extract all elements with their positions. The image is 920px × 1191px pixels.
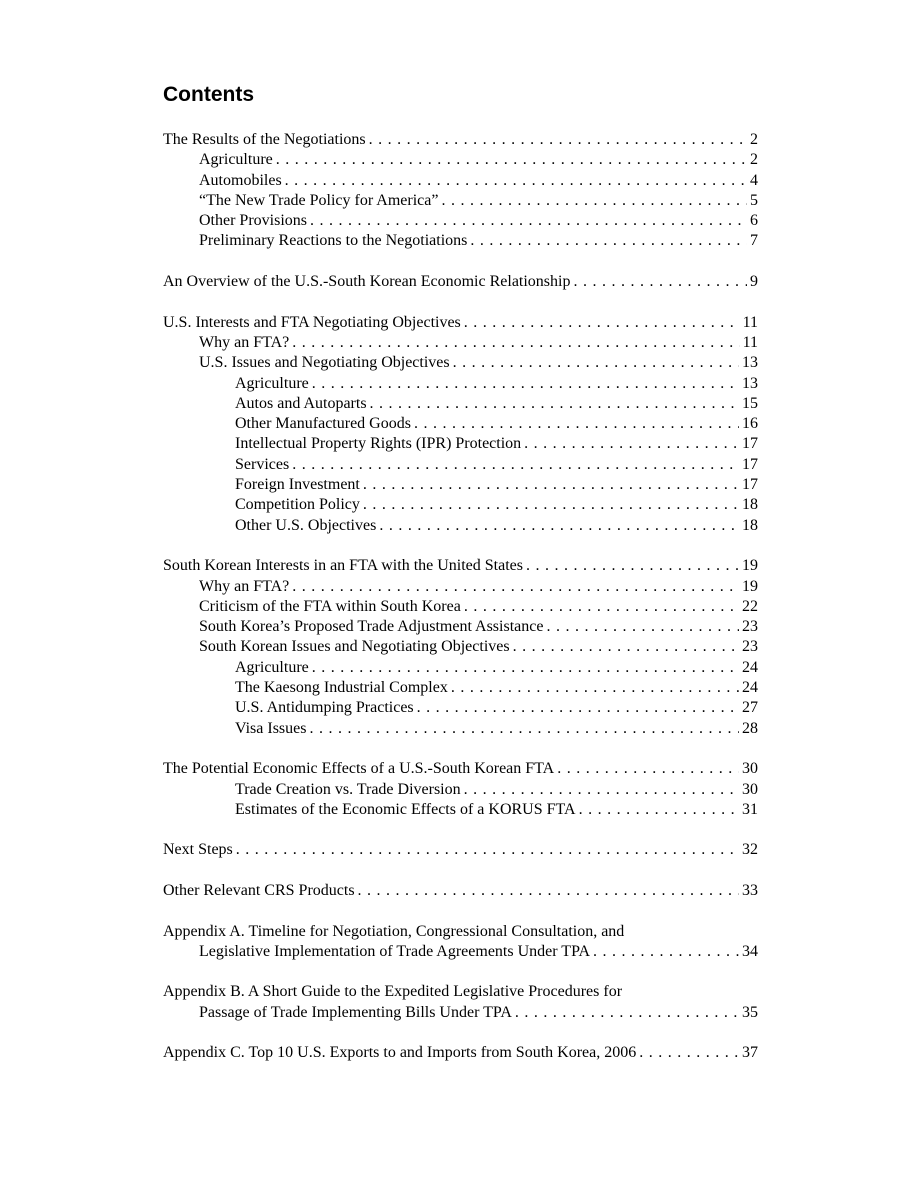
appendix-list [163, 922, 758, 1023]
appendix-entry-title-cont: Legislative Implementation of Trade Agreements Under TPA [199, 942, 591, 960]
toc-entry-title: Other Manufactured Goods [235, 415, 411, 433]
toc-entry[interactable] [163, 759, 758, 779]
table-of-contents [163, 130, 758, 901]
dot-leader [453, 353, 739, 373]
toc-entry-title: Appendix C. Top 10 U.S. Exports to and Imports from South Korea, 2006 [163, 1044, 637, 1062]
dot-leader [470, 231, 747, 251]
dot-leader [379, 516, 739, 536]
dot-leader [414, 414, 739, 434]
appendix-entry-continuation [163, 942, 758, 962]
toc-entry[interactable] [163, 840, 758, 860]
toc-entry-page: 28 [742, 719, 758, 737]
toc-entry[interactable] [163, 150, 758, 170]
toc-entry-title: Autos and Autoparts [235, 394, 367, 412]
dot-leader [312, 658, 739, 678]
dot-leader [369, 130, 747, 150]
toc-entry[interactable] [163, 556, 758, 576]
dot-leader [464, 313, 740, 333]
toc-entry[interactable] [163, 495, 758, 515]
contents-page [163, 82, 758, 1064]
toc-entry[interactable] [163, 333, 758, 353]
toc-entry-page: 11 [742, 313, 758, 331]
toc-entry[interactable] [163, 130, 758, 150]
toc-entry-title: Services [235, 455, 290, 473]
toc-entry-title: U.S. Antidumping Practices [235, 699, 414, 717]
dot-leader [579, 800, 739, 820]
toc-entry-page: 16 [742, 415, 758, 433]
dot-leader [292, 455, 739, 475]
toc-entry-page: 9 [750, 273, 758, 291]
toc-entry-page: 5 [750, 191, 758, 209]
toc-entry[interactable] [163, 414, 758, 434]
dot-leader [358, 881, 739, 901]
toc-entry-title: Other Relevant CRS Products [163, 881, 355, 899]
dot-leader [526, 556, 739, 576]
toc-entry-title: South Korean Issues and Negotiating Objectives [199, 638, 510, 656]
toc-entry[interactable] [163, 211, 758, 231]
toc-entry[interactable] [163, 475, 758, 495]
toc-entry-page: 18 [742, 516, 758, 534]
toc-entry-page: 22 [742, 597, 758, 615]
toc-entry-page: 7 [750, 232, 758, 250]
dot-leader [573, 272, 747, 292]
toc-entry[interactable] [163, 637, 758, 657]
toc-entry-title: The Results of the Negotiations [163, 131, 366, 148]
toc-entry-title: Other Provisions [199, 212, 307, 230]
toc-entry-page: 13 [742, 354, 758, 372]
toc-entry-title: Trade Creation vs. Trade Diversion [235, 780, 461, 798]
toc-entry-page: 23 [742, 638, 758, 656]
toc-entry[interactable] [163, 353, 758, 373]
toc-entry[interactable] [163, 617, 758, 637]
dot-leader [515, 1003, 739, 1023]
dot-leader [312, 374, 739, 394]
appendix-entry-title-cont: Passage of Trade Implementing Bills Under TPA [199, 1003, 512, 1021]
toc-entry-title: “The New Trade Policy for America” [199, 191, 439, 209]
toc-entry-title: Why an FTA? [199, 577, 290, 595]
dot-leader [464, 780, 739, 800]
toc-entry[interactable] [163, 313, 758, 333]
appendix-entry-title: Appendix B. A Short Guide to the Expedited Legislative Procedures for [163, 983, 623, 1001]
toc-entry-title: Competition Policy [235, 496, 360, 514]
appendix-entry-continuation [163, 1003, 758, 1023]
toc-entry-page: 18 [742, 496, 758, 514]
toc-entry-page: 6 [750, 212, 758, 230]
toc-entry-page: 17 [742, 435, 758, 453]
toc-entry-page: 27 [742, 699, 758, 717]
toc-entry-title: Visa Issues [235, 719, 307, 737]
dot-leader [276, 150, 747, 170]
dot-leader [292, 333, 739, 353]
toc-entry[interactable] [163, 698, 758, 718]
toc-entry-page: 33 [742, 881, 758, 899]
dot-leader [417, 698, 739, 718]
toc-entry[interactable] [163, 577, 758, 597]
toc-entry-page: 35 [742, 1003, 758, 1021]
toc-entry-page: 17 [742, 476, 758, 494]
dot-leader [593, 942, 739, 962]
toc-entry-page: 17 [742, 455, 758, 473]
toc-entry-page: 13 [742, 374, 758, 392]
toc-entry[interactable] [163, 881, 758, 901]
toc-entry[interactable] [163, 394, 758, 414]
toc-entry-page: 2 [750, 131, 758, 148]
toc-entry[interactable] [163, 191, 758, 211]
toc-entry-title: South Korea’s Proposed Trade Adjustment Assistance [199, 618, 544, 636]
toc-entry-page: 30 [742, 760, 758, 778]
toc-entry[interactable] [163, 800, 758, 820]
dot-leader [451, 678, 739, 698]
toc-entry-page: 2 [750, 151, 758, 169]
appendix-entry[interactable] [163, 982, 758, 1023]
toc-entry[interactable] [163, 272, 758, 292]
toc-entry-page: 37 [742, 1044, 758, 1062]
toc-entry-title: Why an FTA? [199, 333, 290, 351]
toc-entry[interactable] [163, 374, 758, 394]
toc-entry-title: Criticism of the FTA within South Korea [199, 597, 461, 615]
toc-entry-title: Automobiles [199, 171, 282, 189]
toc-entry-title: Intellectual Property Rights (IPR) Protection [235, 435, 522, 453]
toc-entry-title: The Kaesong Industrial Complex [235, 679, 448, 697]
dot-leader [292, 577, 739, 597]
page-title: Contents [163, 83, 254, 106]
dot-leader [546, 617, 739, 637]
toc-entry-title: Next Steps [163, 841, 233, 859]
toc-entry-page: 4 [750, 171, 758, 189]
toc-entry-title: An Overview of the U.S.-South Korean Economic Relationship [163, 273, 571, 291]
toc-entry[interactable] [163, 597, 758, 617]
dot-leader [441, 191, 747, 211]
toc-entry-title: Agriculture [199, 151, 273, 169]
toc-entry-title: U.S. Issues and Negotiating Objectives [199, 354, 450, 372]
dot-leader [639, 1043, 739, 1063]
toc-entry-title: Estimates of the Economic Effects of a KORUS FTA [235, 800, 576, 818]
toc-entry-title: Agriculture [235, 658, 309, 676]
appendix-entry[interactable] [163, 922, 758, 963]
toc-entry[interactable] [163, 719, 758, 739]
dot-leader [310, 211, 747, 231]
toc-entry[interactable] [163, 171, 758, 191]
dot-leader [464, 597, 739, 617]
dot-leader [363, 475, 739, 495]
toc-entry[interactable] [163, 1043, 758, 1063]
dot-leader [309, 719, 739, 739]
toc-entry-page: 11 [742, 333, 758, 351]
toc-entry[interactable] [163, 231, 758, 251]
toc-entry-title: Foreign Investment [235, 476, 360, 494]
toc-entry-page: 23 [742, 618, 758, 636]
toc-entry-title: The Potential Economic Effects of a U.S.-South Korean FTA [163, 760, 555, 778]
toc-entry-page: 19 [742, 577, 758, 595]
toc-entry-page: 31 [742, 800, 758, 818]
appendix-c-entry [163, 1043, 758, 1063]
toc-entry-page: 19 [742, 557, 758, 575]
dot-leader [285, 171, 747, 191]
toc-entry[interactable] [163, 658, 758, 678]
dot-leader [524, 434, 739, 454]
toc-entry-title: Preliminary Reactions to the Negotiations [199, 232, 468, 250]
toc-entry-page: 30 [742, 780, 758, 798]
toc-entry-page: 24 [742, 658, 758, 676]
toc-entry-page: 34 [742, 942, 758, 960]
toc-entry[interactable] [163, 455, 758, 475]
toc-entry[interactable] [163, 780, 758, 800]
toc-entry[interactable] [163, 434, 758, 454]
toc-entry-page: 32 [742, 841, 758, 859]
toc-entry-title: U.S. Interests and FTA Negotiating Objectives [163, 313, 461, 331]
dot-leader [557, 759, 739, 779]
toc-entry-title: Other U.S. Objectives [235, 516, 377, 534]
dot-leader [363, 495, 739, 515]
toc-entry-page: 15 [742, 394, 758, 412]
dot-leader [370, 394, 739, 414]
toc-entry-title: Agriculture [235, 374, 309, 392]
dot-leader [513, 637, 739, 657]
toc-entry[interactable] [163, 516, 758, 536]
toc-entry-title: South Korean Interests in an FTA with the United States [163, 557, 523, 575]
appendix-entry-title: Appendix A. Timeline for Negotiation, Congressional Consultation, and [163, 922, 625, 940]
toc-entry-page: 24 [742, 679, 758, 697]
dot-leader [236, 840, 739, 860]
toc-entry[interactable] [163, 678, 758, 698]
